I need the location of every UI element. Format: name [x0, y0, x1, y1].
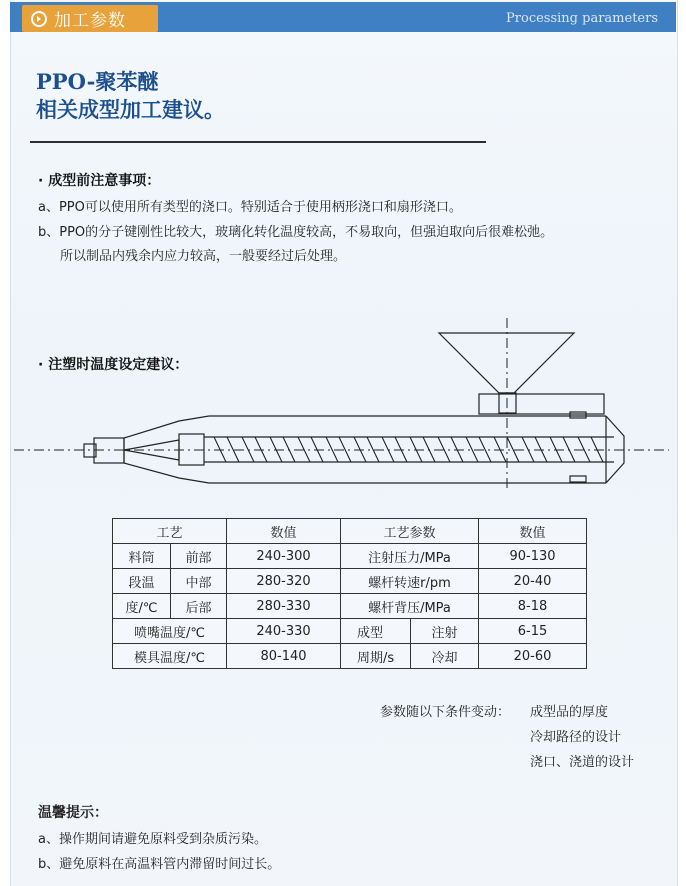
tab-label: 加工参数	[54, 11, 126, 31]
table-cell: 料筒	[113, 544, 171, 569]
tips-heading: 温馨提示：	[38, 805, 108, 821]
processing-parameters-table	[112, 518, 587, 669]
table-cell: 6-15	[479, 619, 587, 644]
precautions-heading: · 成型前注意事项：	[38, 173, 161, 189]
table-cell: 90-130	[479, 544, 587, 569]
table-cell: 周期/s	[341, 644, 411, 669]
table-cell: 8-18	[479, 594, 587, 619]
header-english-caption: Processing parameters	[506, 11, 658, 26]
page-title-line1: PPO-聚苯醚	[36, 69, 159, 94]
table-header-cell: 工艺	[113, 519, 227, 544]
table-cell: 中部	[171, 569, 227, 594]
table-header-cell: 数值	[227, 519, 341, 544]
table-cell: 280-330	[227, 594, 341, 619]
table-cell: 段温	[113, 569, 171, 594]
table-row	[113, 619, 587, 644]
play-circle-icon	[31, 11, 47, 27]
table-cell: 240-330	[227, 619, 341, 644]
table-cell: 成型	[341, 619, 411, 644]
table-cell: 后部	[171, 594, 227, 619]
table-cell: 喷嘴温度/℃	[113, 619, 227, 644]
table-cell: 20-40	[479, 569, 587, 594]
tip-item-b: b、避免原料在高温料管内滞留时间过长。	[38, 857, 281, 872]
table-cell: 注射压力/MPa	[341, 544, 479, 569]
processing-parameters-tab[interactable]	[22, 5, 158, 32]
condition-item: 成型品的厚度	[530, 705, 609, 720]
table-cell: 度/℃	[113, 594, 171, 619]
table-header-cell: 工艺参数	[341, 519, 479, 544]
tip-item-a: a、操作期间请避免原料受到杂质污染。	[38, 832, 267, 847]
table-cell: 20-60	[479, 644, 587, 669]
table-row	[113, 644, 587, 669]
precaution-item-b-cont: 所以制品内残余内应力较高，一般要经过后处理。	[60, 249, 347, 264]
precaution-item-a: a、PPO可以使用所有类型的浇口。特别适合于使用柄形浇口和扇形浇口。	[38, 200, 462, 215]
table-cell: 冷却	[411, 644, 479, 669]
table-row	[113, 544, 587, 569]
condition-item: 冷却路径的设计	[530, 730, 622, 745]
precaution-item-b: b、PPO的分子键刚性比较大，玻璃化转化温度较高，不易取向，但强迫取向后很难松弛。	[38, 225, 554, 240]
temperature-heading: · 注塑时温度设定建议：	[38, 357, 189, 373]
table-cell: 注射	[411, 619, 479, 644]
table-header-row	[113, 519, 587, 544]
title-divider	[30, 141, 486, 143]
table-cell: 240-300	[227, 544, 341, 569]
table-cell: 80-140	[227, 644, 341, 669]
table-row	[113, 594, 587, 619]
table-row	[113, 569, 587, 594]
table-cell: 螺杆转速r/pm	[341, 569, 479, 594]
page-title-line2: 相关成型加工建议。	[36, 97, 225, 122]
table-cell: 螺杆背压/MPa	[341, 594, 479, 619]
injection-molding-screw-barrel-diagram	[14, 318, 674, 498]
table-cell: 前部	[171, 544, 227, 569]
table-cell: 280-320	[227, 569, 341, 594]
conditions-lead: 参数随以下条件变动：	[380, 705, 511, 720]
condition-item: 浇口、浇道的设计	[530, 755, 635, 770]
table-header-cell: 数值	[479, 519, 587, 544]
table-cell: 模具温度/℃	[113, 644, 227, 669]
